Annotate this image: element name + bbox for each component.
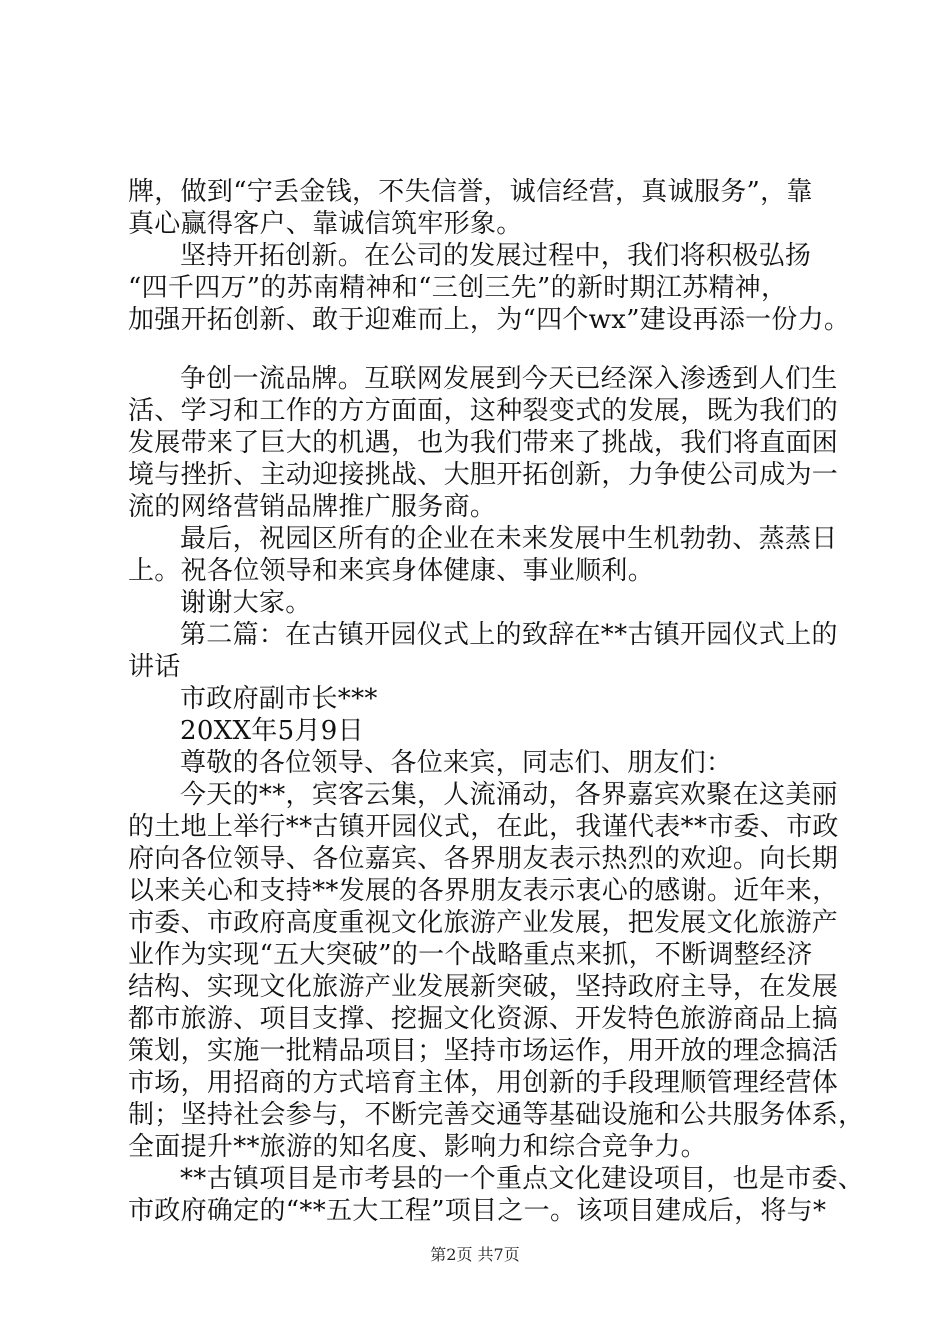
paragraph-line: 的土地上举行**古镇开园仪式，在此，我谨代表**市委、市政 xyxy=(128,812,839,842)
paragraph-line: 谢谢大家。 xyxy=(180,588,312,618)
section-heading-line: 讲话 xyxy=(128,652,181,682)
paragraph-line: 制；坚持社会参与，不断完善交通等基础设施和公共服务体系， xyxy=(128,1100,865,1130)
paragraph-line: 都市旅游、项目支撑、挖掘文化资源、开发特色旅游商品上搞 xyxy=(128,1004,839,1034)
paragraph-line: 市委、市政府高度重视文化旅游产业发展，把发展文化旅游产 xyxy=(128,908,839,938)
page-number-footer: 第2页 共7页 xyxy=(430,1245,520,1264)
paragraph-line: 争创一流品牌。互联网发展到今天已经深入渗透到人们生 xyxy=(180,364,838,394)
date-line: 20XX年5月9日 xyxy=(180,716,364,746)
paragraph-line: 牌，做到“宁丢金钱，不失信誉，诚信经营，真诚服务”，靠 xyxy=(128,177,813,207)
paragraph-line: “四千四万”的苏南精神和“三创三先”的新时期江苏精神， xyxy=(128,273,788,303)
paragraph-line: 结构、实现文化旅游产业发展新突破，坚持政府主导，在发展 xyxy=(128,972,839,1002)
paragraph-line: 最后，祝园区所有的企业在未来发展中生机勃勃、蒸蒸日 xyxy=(180,524,838,554)
paragraph-line: 上。祝各位领导和来宾身体健康、事业顺利。 xyxy=(128,556,655,586)
paragraph-line: 境与挫折、主动迎接挑战、大胆开拓创新，力争使公司成为一 xyxy=(128,460,839,490)
paragraph-line: 全面提升**旅游的知名度、影响力和综合竞争力。 xyxy=(128,1132,707,1162)
paragraph-line: 真心赢得客户、靠诚信筑牢形象。 xyxy=(128,209,523,239)
paragraph-line: 以来关心和支持**发展的各界朋友表示衷心的感谢。近年来， xyxy=(128,876,839,906)
paragraph-line: 活、学习和工作的方方面面，这种裂变式的发展，既为我们的 xyxy=(128,396,839,426)
salutation-line: 尊敬的各位领导、各位来宾，同志们、朋友们： xyxy=(180,748,733,778)
paragraph-line: 业作为实现“五大突破”的一个战略重点来抓，不断调整经济 xyxy=(128,940,813,970)
paragraph-line: 流的网络营销品牌推广服务商。 xyxy=(128,492,497,522)
paragraph-line: 市场，用招商的方式培育主体，用创新的手段理顺管理经营体 xyxy=(128,1068,839,1098)
paragraph-line: 加强开拓创新、敢于迎难而上，为“四个wx”建设再添一份力。 xyxy=(128,305,851,335)
paragraph-line: 府向各位领导、各位嘉宾、各界朋友表示热烈的欢迎。向长期 xyxy=(128,844,839,874)
section-heading-line: 第二篇：在古镇开园仪式上的致辞在**古镇开园仪式上的 xyxy=(180,620,838,650)
paragraph-line: 今天的**，宾客云集，人流涌动，各界嘉宾欢聚在这美丽 xyxy=(180,780,838,810)
paragraph-line: **古镇项目是市考县的一个重点文化建设项目，也是市委、 xyxy=(180,1164,865,1194)
speaker-line: 市政府副市长*** xyxy=(180,684,378,714)
paragraph-line: 发展带来了巨大的机遇，也为我们带来了挑战，我们将直面困 xyxy=(128,428,839,458)
paragraph-line: 坚持开拓创新。在公司的发展过程中，我们将积极弘扬 xyxy=(180,241,812,271)
paragraph-line: 市政府确定的“**五大工程”项目之一。该项目建成后，将与* xyxy=(128,1196,827,1226)
paragraph-line: 策划，实施一批精品项目；坚持市场运作，用开放的理念搞活 xyxy=(128,1036,839,1066)
